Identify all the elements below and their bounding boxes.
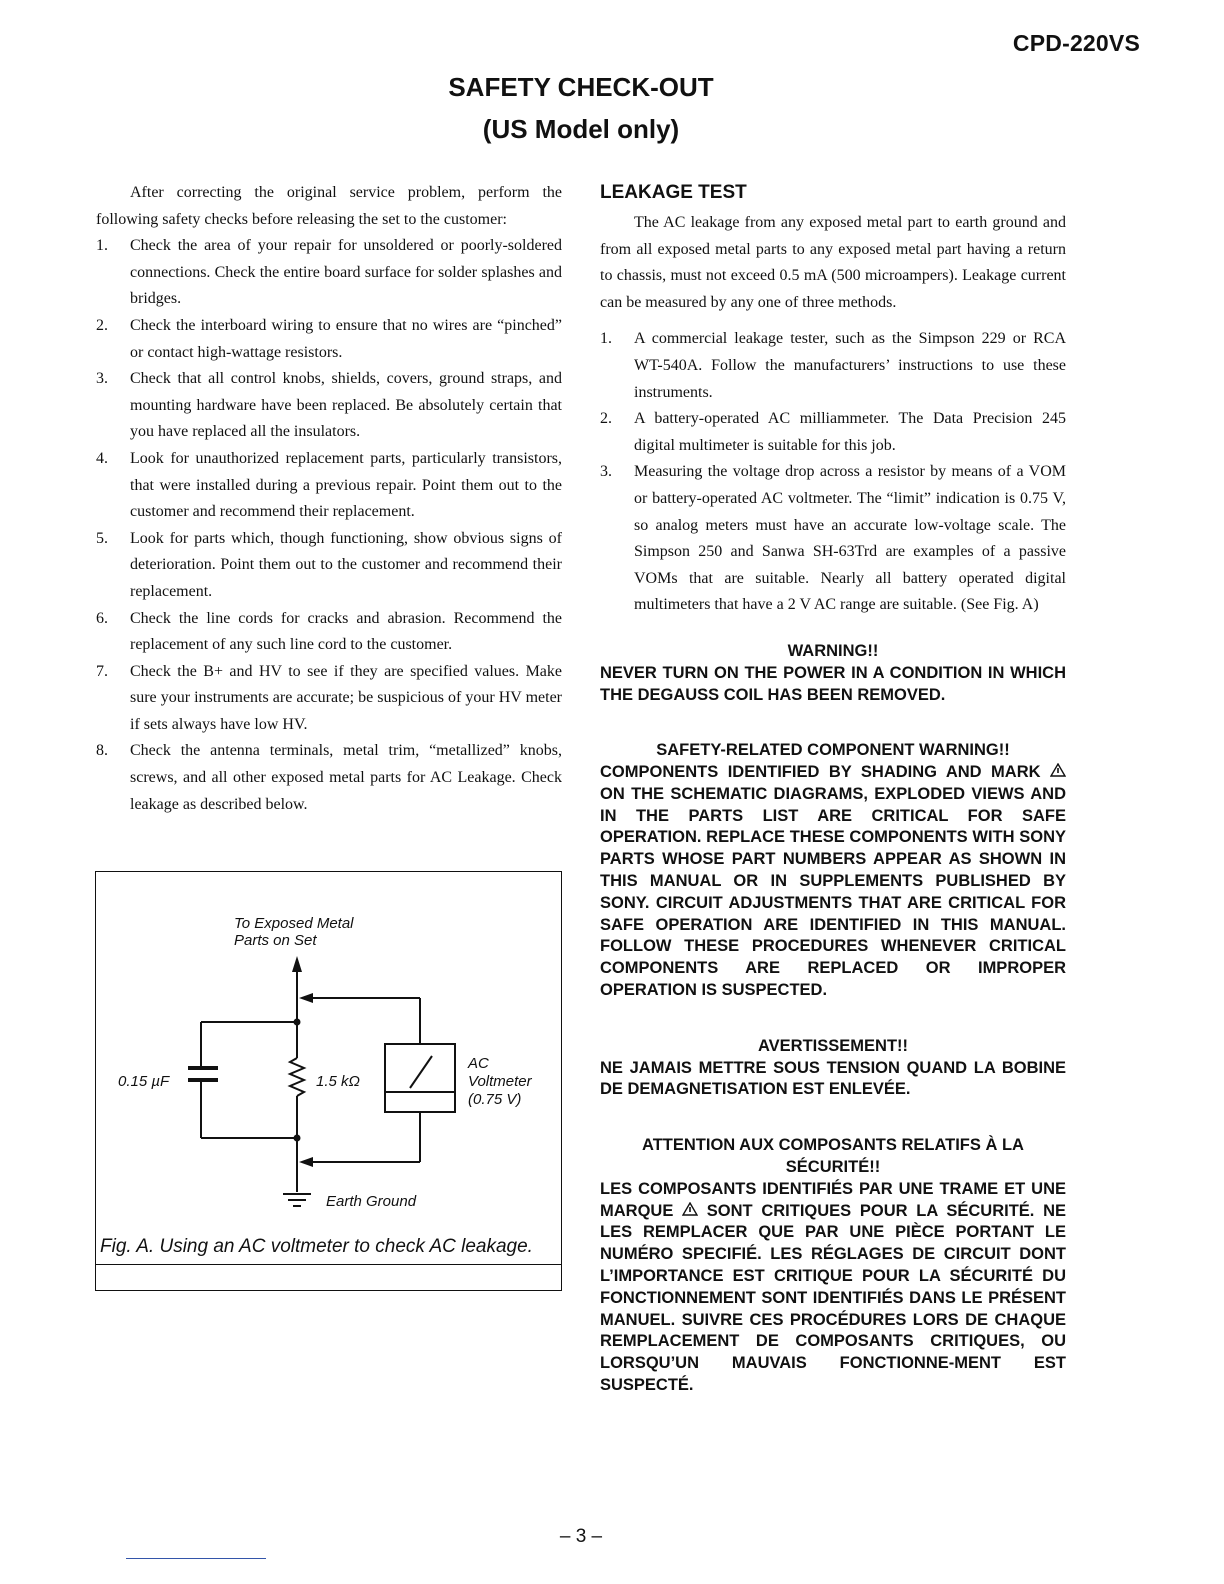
safety-warning-text-b: ON THE SCHEMATIC DIAGRAMS, EXPLODED VIEWS AND IN THE PARTS LIST ARE CRITICAL FOR SAFE OPERATION. REPLACE THESE COMPONENTS WITH SONY PARTS WHOSE PART NUMBERS APPEAR AS SHOWN IN THIS MANUAL OR IN SUPPLEMENTS PUBLISHED BY SONY. CIRCUIT ADJUSTMENTS THAT ARE CRITICAL FOR SAFE OPERATION ARE IDENTIFIED IN THIS MANUAL. FOLLOW THESE PROCEDURES WHENEVER CRITICAL COMPONENTS ARE REPLACED OR IMPROPER OPERATION IS SUSPECTED. bbox=[600, 784, 1066, 1000]
item-number: 4. bbox=[96, 449, 108, 467]
list-item bbox=[96, 313, 562, 366]
item-number: 6. bbox=[96, 609, 108, 627]
item-text: Check the B+ and HV to see if they are specified values. Make sure your instruments are accurate; be suspicious of your HV meter if sets always have low HV. bbox=[130, 662, 562, 733]
arrow-left-icon bbox=[299, 1157, 313, 1167]
attention-text-b: SONT CRITIQUES POUR LA SÉCURITÉ. NE LES REMPLACER QUE PAR UNE PIÈCE PORTANT LE NUMÉRO SPECIFIÉ. LES RÉGLAGES DE CIRCUIT DONT L’IMPORTANCE EST CRITIQUE POUR LA SÉCURITÉ DU FONCTIONNEMENT SONT IDENTIFIÉS DANS LE PRÉSENT MANUEL. SUIVRE CES PROCÉDURES LORS DE CHAQUE REMPLACEMENT DE COMPOSANTS CRITIQUES, OU LORSQU’UN MAUVAIS FONCTIONNE-MENT EST SUSPECTÉ. bbox=[600, 1201, 1066, 1395]
list-item bbox=[600, 459, 1066, 619]
list-item bbox=[96, 526, 562, 606]
attention-block bbox=[600, 1135, 1066, 1397]
footer-rule bbox=[126, 1558, 266, 1559]
label-capacitor: 0.15 µF bbox=[118, 1073, 170, 1090]
list-item bbox=[96, 446, 562, 526]
safety-warning-title: SAFETY-RELATED COMPONENT WARNING!! bbox=[656, 741, 1010, 760]
item-number: 3. bbox=[600, 463, 612, 481]
warning-triangle-icon bbox=[1050, 762, 1066, 784]
attention-text-a: LES COMPOSANTS IDENTIFIÉS PAR UNE TRAME ET UNE MARQUE bbox=[600, 1179, 1066, 1220]
avertissement-text: NE JAMAIS METTRE SOUS TENSION QUAND LA BOBINE DE DEMAGNETISATION EST ENLEVÉE. bbox=[600, 1058, 1066, 1099]
left-column bbox=[96, 180, 562, 818]
list-item bbox=[96, 659, 562, 739]
item-number: 2. bbox=[600, 410, 612, 428]
item-text: Look for parts which, though functioning, show obvious signs of deterioration. Point them out to the customer and recommend their replacement. bbox=[130, 529, 562, 600]
page-title: SAFETY CHECK-OUT bbox=[448, 72, 714, 102]
avertissement-block bbox=[600, 1036, 1066, 1101]
label-earth-ground: Earth Ground bbox=[326, 1193, 417, 1210]
safety-warning-text-a: COMPONENTS IDENTIFIED BY SHADING AND MARK bbox=[600, 763, 1041, 782]
item-number: 5. bbox=[96, 529, 108, 547]
item-text: Check the line cords for cracks and abrasion. Recommend the replacement of any such line cord to the customer. bbox=[130, 609, 562, 654]
circuit-diagram bbox=[96, 872, 561, 1290]
leakage-methods-list bbox=[600, 326, 1066, 619]
model-number: CPD-220VS bbox=[1012, 30, 1140, 56]
warning-block bbox=[600, 641, 1066, 706]
item-text: Measuring the voltage drop across a resistor by means of a VOM or battery-operated AC voltmeter. The “limit” indication is 0.75 V, so analog meters must have an accurate low-voltage scale. The Simpson 250 and Sanwa SH-63Trd are examples of a passive VOMs that are suitable. Nearly all battery operated digital multimeters that have a 2 V AC range are suitable. (See Fig. A) bbox=[634, 463, 1066, 614]
list-item bbox=[96, 366, 562, 446]
list-item bbox=[96, 606, 562, 659]
item-number: 2. bbox=[96, 316, 108, 334]
item-text: A battery-operated AC milliammeter. The Data Precision 245 digital multimeter is suitable for this job. bbox=[634, 410, 1066, 454]
item-number: 1. bbox=[96, 237, 108, 255]
safety-warning-block bbox=[600, 740, 1066, 1002]
voltmeter-box bbox=[385, 1044, 455, 1112]
item-number: 3. bbox=[96, 370, 108, 388]
item-number: 1. bbox=[600, 330, 612, 348]
label-meter-ac: AC bbox=[468, 1055, 489, 1072]
label-exposed-metal: To Exposed Metal bbox=[234, 915, 354, 932]
resistor-zigzag bbox=[290, 1058, 304, 1096]
item-text: Check that all control knobs, shields, covers, ground straps, and mounting hardware have been replaced. Be absolutely certain that you have replaced all the insulators. bbox=[130, 370, 562, 441]
right-column bbox=[600, 180, 1066, 1397]
warning-title: WARNING!! bbox=[787, 641, 879, 660]
avertissement-title: AVERTISSEMENT!! bbox=[757, 1036, 909, 1055]
warning-triangle-icon bbox=[682, 1201, 698, 1223]
voltmeter-needle bbox=[410, 1056, 432, 1088]
figure-a bbox=[95, 871, 562, 1291]
list-item bbox=[96, 233, 562, 313]
label-parts-on-set: Parts on Set bbox=[234, 932, 317, 949]
label-resistor: 1.5 kΩ bbox=[316, 1073, 360, 1090]
list-item bbox=[600, 406, 1066, 459]
item-text: Look for unauthorized replacement parts, particularly transistors, that were installed during a previous repair. Point them out to the customer and recommend their replacement. bbox=[130, 449, 562, 521]
leakage-intro: The AC leakage from any exposed metal part to earth ground and from all exposed metal parts to any exposed metal part having a return to chassis, must not exceed 0.5 mA (500 microampers). Leakage current can be measured by any one of three methods. bbox=[600, 214, 1066, 311]
item-text: Check the antenna terminals, metal trim, “metallized” knobs, screws, and all other exposed metal parts for AC Leakage. Check leakage as described below. bbox=[130, 742, 562, 813]
warning-text: NEVER TURN ON THE POWER IN A CONDITION IN WHICH THE DEGAUSS COIL HAS BEEN REMOVED. bbox=[600, 663, 1066, 704]
attention-title: ATTENTION AUX COMPOSANTS RELATIFS À LA SÉCURITÉ!! bbox=[642, 1136, 1024, 1177]
arrow-up-icon bbox=[292, 956, 302, 972]
item-text: Check the interboard wiring to ensure that no wires are “pinched” or contact high-wattage resistors. bbox=[130, 316, 562, 361]
arrow-left-icon bbox=[299, 993, 313, 1003]
figure-caption: Fig. A. Using an AC voltmeter to check AC leakage. bbox=[100, 1236, 533, 1257]
label-meter-voltmeter: Voltmeter bbox=[468, 1073, 532, 1090]
page-number: – 3 – bbox=[559, 1526, 603, 1547]
page-subtitle: (US Model only) bbox=[482, 114, 680, 144]
item-number: 8. bbox=[96, 742, 108, 760]
list-item bbox=[600, 326, 1066, 406]
item-number: 7. bbox=[96, 662, 108, 680]
safety-check-list bbox=[96, 233, 562, 818]
label-meter-range: (0.75 V) bbox=[468, 1091, 522, 1108]
intro-paragraph: After correcting the original service problem, perform the following safety checks before releasing the set to the customer: bbox=[96, 184, 562, 228]
list-item bbox=[96, 738, 562, 818]
item-text: Check the area of your repair for unsoldered or poorly-soldered connections. Check the entire board surface for solder splashes and bridges. bbox=[130, 237, 562, 308]
item-text: A commercial leakage tester, such as the Simpson 229 or RCA WT-540A. Follow the manufacturers’ instructions to use these instruments. bbox=[634, 330, 1066, 401]
caption-divider bbox=[96, 1264, 561, 1265]
leakage-test-heading: LEAKAGE TEST bbox=[600, 182, 747, 203]
